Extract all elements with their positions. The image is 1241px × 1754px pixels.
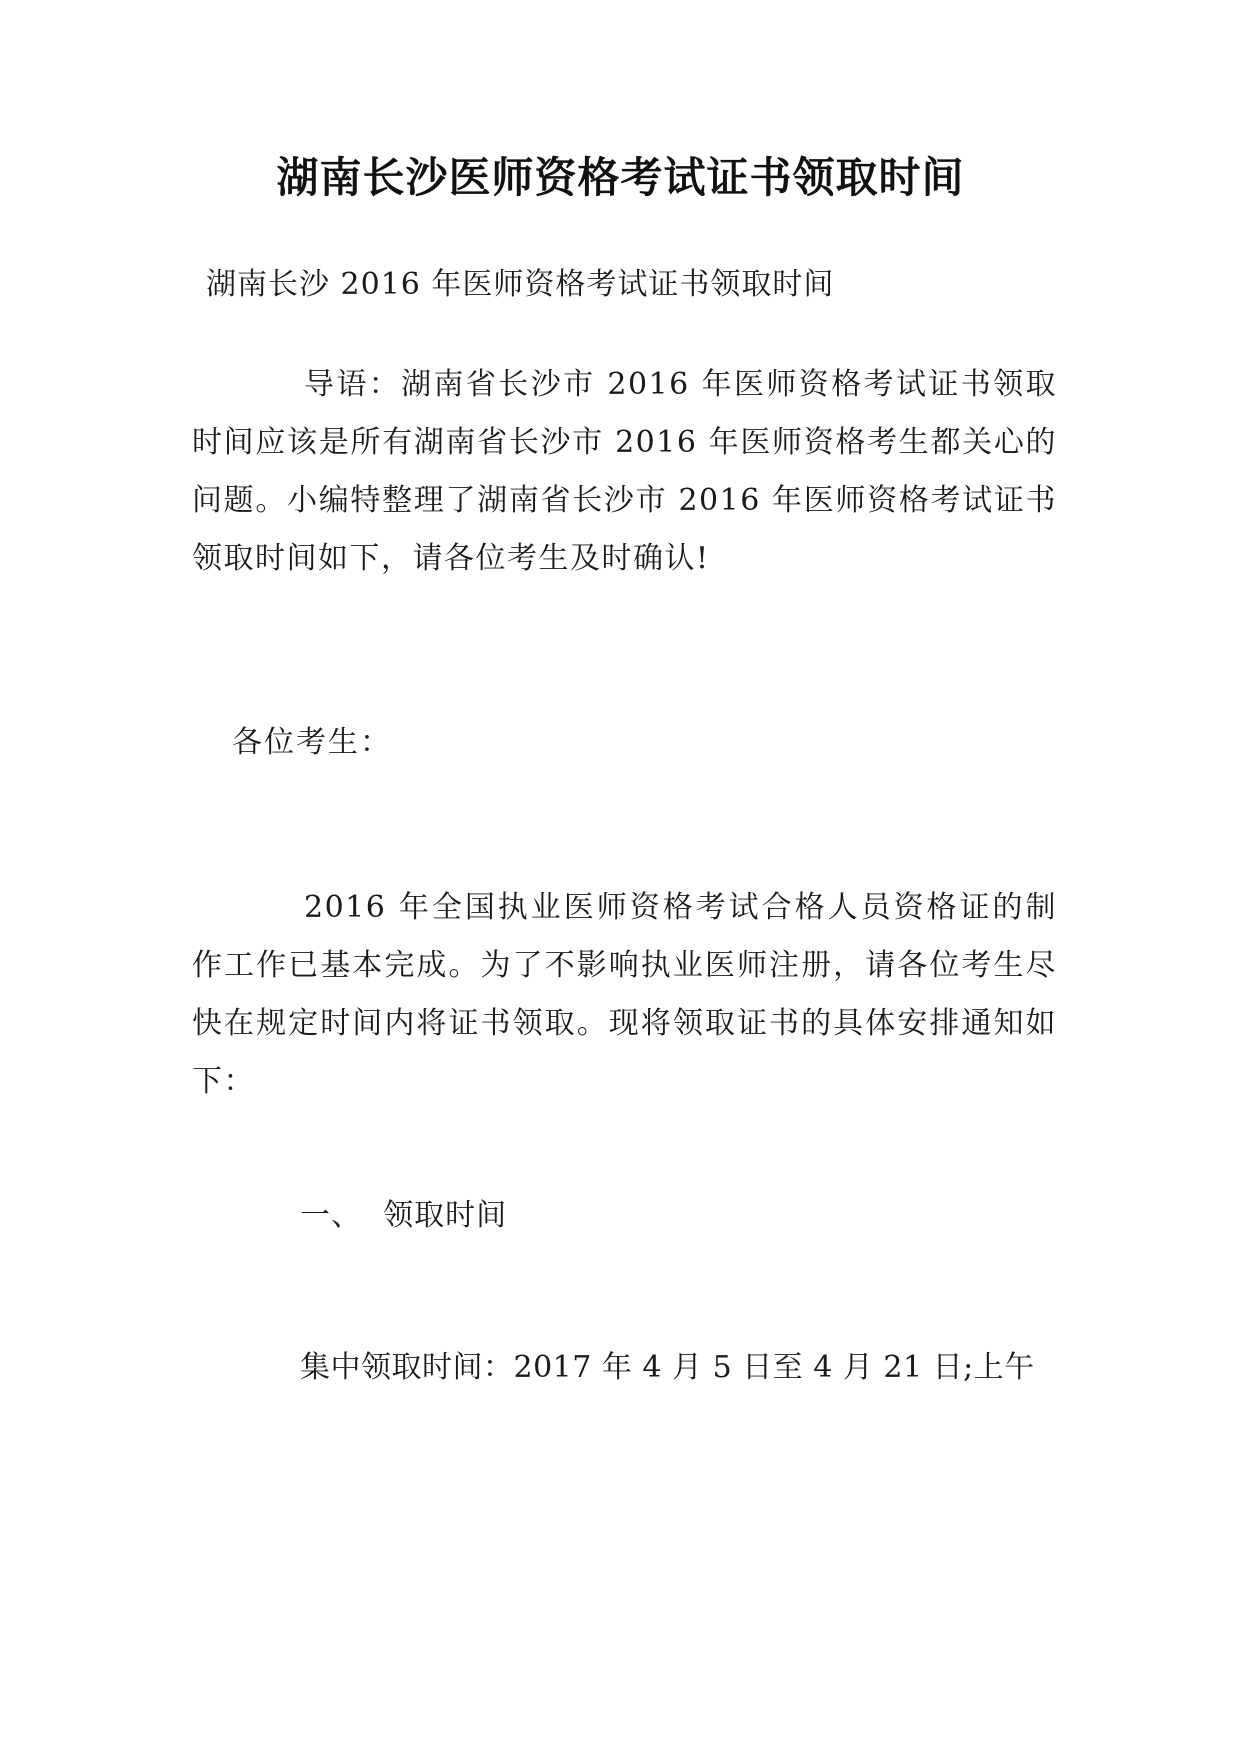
collection-time: 集中领取时间：2017 年 4 月 5 日至 4 月 21 日;上午 [300,1350,1035,1385]
document-title: 湖南长沙医师资格考试证书领取时间 [276,153,965,202]
document-subtitle: 湖南长沙 2016 年医师资格考试证书领取时间 [206,267,835,302]
body-paragraph: 2016 年全国执业医师资格考试合格人员资格证的制作工作已基本完成。为了不影响执业医师注册，请各位考生尽快在规定时间内将证书领取。现将领取证书的具体安排通知如下： [192,890,1057,1099]
section-heading: 一、 领取时间 [300,1198,508,1233]
salutation: 各位考生： [232,725,392,760]
intro-paragraph: 导语：湖南省长沙市 2016 年医师资格考试证书领取时间应该是所有湖南省长沙市 2016 年医师资格考生都关心的问题。小编特整理了湖南省长沙市 2016 年医师资格考试证书领取时间如下，请各位考生及时确认! [192,367,1057,576]
